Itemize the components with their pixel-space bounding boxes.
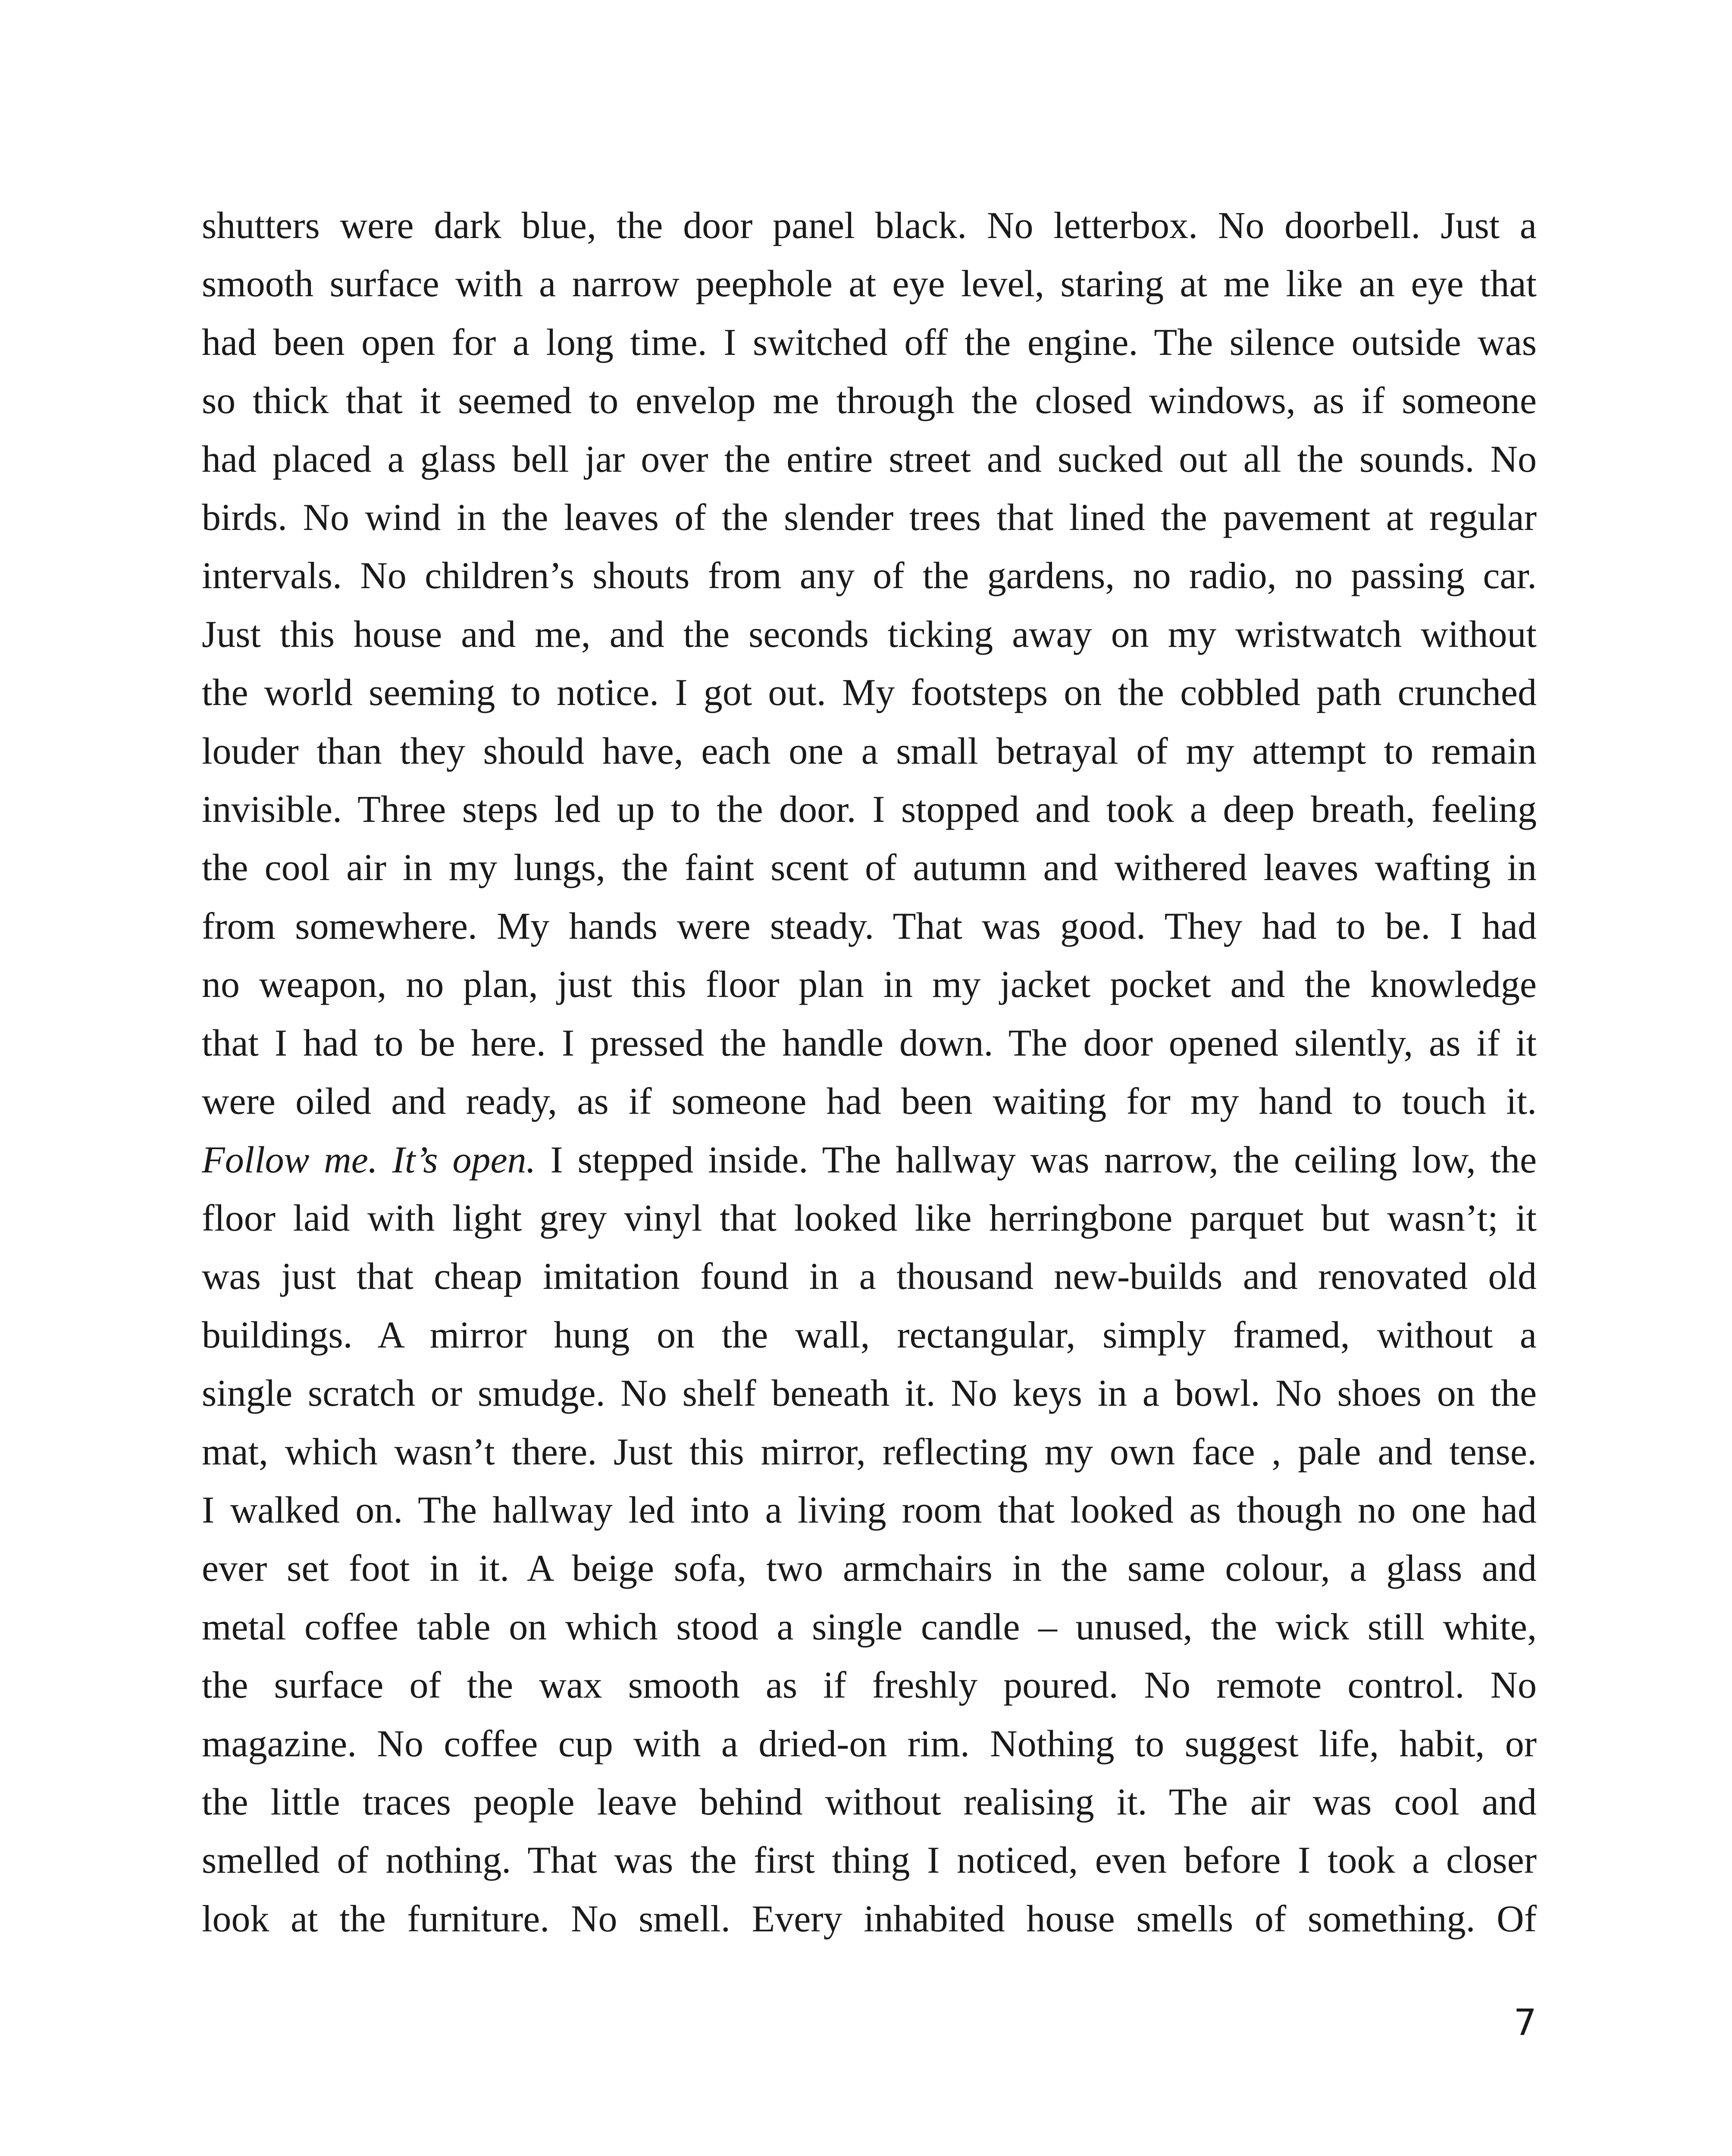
text-line: look at the furniture. No smell. Every inhabited house smells of something. Of bbox=[202, 1898, 1537, 1940]
text-line: birds. No wind in the leaves of the slender trees that lined the pavement at regular bbox=[202, 497, 1537, 539]
text-line: mat, which wasn’t there. Just this mirror, reflecting my own face , pale and tense. bbox=[202, 1431, 1537, 1473]
page-number: 7 bbox=[1513, 2001, 1537, 2043]
text-line: from somewhere. My hands were steady. That was good. They had to be. I had bbox=[202, 905, 1537, 947]
text-line: so thick that it seemed to envelop me through the closed windows, as if someone bbox=[202, 380, 1537, 422]
text-line: Just this house and me, and the seconds ticking away on my wristwatch without bbox=[202, 613, 1537, 655]
text-line: shutters were dark blue, the door panel black. No letterbox. No doorbell. Just a bbox=[202, 205, 1537, 247]
text-line: was just that cheap imitation found in a thousand new-builds and renovated old bbox=[202, 1256, 1537, 1298]
text-line: had been open for a long time. I switched off the engine. The silence outside was bbox=[202, 321, 1537, 364]
text-line: floor laid with light grey vinyl that looked like herringbone parquet but wasn’t; it bbox=[202, 1197, 1537, 1239]
text-line: smelled of nothing. That was the first thing I noticed, even before I took a closer bbox=[202, 1839, 1537, 1882]
text-line: had placed a glass bell jar over the entire street and sucked out all the sounds. No bbox=[202, 438, 1537, 480]
text-line: the world seeming to notice. I got out. My footsteps on the cobbled path crunched bbox=[202, 672, 1537, 714]
text-line: single scratch or smudge. No shelf beneath it. No keys in a bowl. No shoes on the bbox=[202, 1373, 1537, 1415]
text-line: louder than they should have, each one a small betrayal of my attempt to remain bbox=[202, 730, 1537, 772]
text-line: the cool air in my lungs, the faint scent of autumn and withered leaves wafting in bbox=[202, 847, 1537, 889]
text-line: I walked on. The hallway led into a living room that looked as though no one had bbox=[202, 1489, 1537, 1531]
text-line: buildings. A mirror hung on the wall, rectangular, simply framed, without a bbox=[202, 1314, 1537, 1356]
text-line: the little traces people leave behind without realising it. The air was cool and bbox=[202, 1781, 1537, 1823]
text-line: intervals. No children’s shouts from any of the gardens, no radio, no passing car. bbox=[202, 555, 1537, 597]
text-line: magazine. No coffee cup with a dried-on rim. Nothing to suggest life, habit, or bbox=[202, 1723, 1537, 1765]
body-text bbox=[202, 197, 1537, 1948]
text-line: the surface of the wax smooth as if freshly poured. No remote control. No bbox=[202, 1664, 1537, 1707]
text-line-rest: I stepped inside. The hallway was narrow, the ceiling low, the bbox=[536, 1139, 1537, 1181]
text-line: smooth surface with a narrow peephole at eye level, staring at me like an eye that bbox=[202, 263, 1537, 305]
text-line: metal coffee table on which stood a single candle – unused, the wick still white, bbox=[202, 1606, 1537, 1648]
text-line: ever set foot in it. A beige sofa, two armchairs in the same colour, a glass and bbox=[202, 1548, 1537, 1590]
italic-phrase: Follow me. It’s open. bbox=[202, 1139, 536, 1181]
text-line: that I had to be here. I pressed the handle down. The door opened silently, as if it bbox=[202, 1022, 1537, 1064]
text-line: were oiled and ready, as if someone had been waiting for my hand to touch it. bbox=[202, 1081, 1537, 1123]
text-line bbox=[202, 1131, 1537, 1189]
text-line: no weapon, no plan, just this floor plan in my jacket pocket and the knowledge bbox=[202, 964, 1537, 1006]
text-line: invisible. Three steps led up to the door. I stopped and took a deep breath, feeling bbox=[202, 789, 1537, 831]
